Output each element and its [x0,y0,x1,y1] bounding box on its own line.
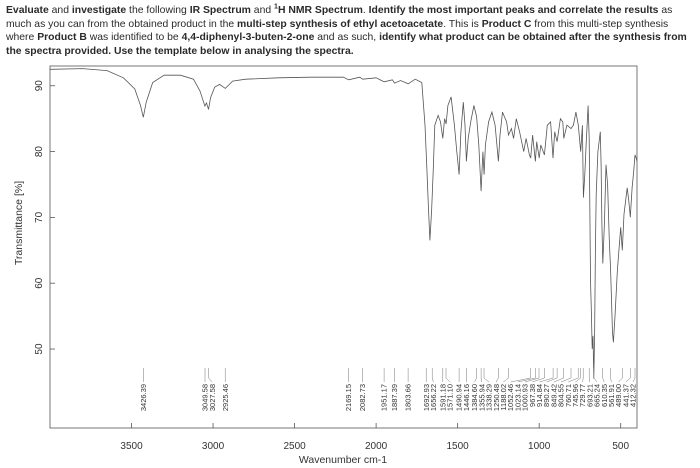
peak-leader-line [209,368,213,382]
x-axis [120,423,629,452]
peak-leader-line [619,368,623,382]
peak-label: 760.71 [563,384,573,407]
peak-label: 1384.60 [470,384,480,412]
peak-label: 665.24 [592,384,602,407]
q-seg2: and [48,5,72,16]
x-tick-label: 2500 [283,441,306,452]
peak-label: 849.42 [549,384,559,407]
peak-label: 3027.58 [207,384,217,412]
q-seg16: Product B [37,32,87,44]
peak-label: 2169.15 [344,384,354,412]
peak-label: 890.27 [542,384,552,407]
peak-label: 412.32 [628,384,638,407]
q-seg11: as much as you can from the obtained product in the [6,5,673,30]
peak-label: 967.38 [527,384,537,407]
peak-label: 1000.93 [520,384,530,412]
peak-leader-line [547,368,558,382]
peak-label: 745.96 [571,384,580,407]
peak-leader-line [532,368,544,382]
peak-label: 2925.46 [220,384,230,412]
peak-leader-line [446,368,450,382]
peak-leader-line [583,368,584,382]
q-seg5: IR Spectrum [189,5,251,16]
q-seg13: . This is [443,18,482,30]
peak-leader-line [561,368,571,382]
peak-leader-line [626,368,631,382]
peak-label: 1250.48 [491,384,501,412]
y-axis-label: Transmittance [%] [13,180,25,266]
peak-label: 1692.93 [421,384,431,412]
x-tick-label: 500 [612,441,630,452]
y-tick-label: 90 [34,80,45,92]
y-tick-label: 60 [34,277,45,289]
peak-leader-line [611,368,612,382]
q-seg6: and [250,5,275,16]
peak-label: 2082.73 [358,384,368,412]
peak-label: 1446.16 [462,384,471,412]
peak-label: 1803.66 [403,384,413,412]
peak-labels [139,368,637,411]
q-seg18: 4,4-diphenyl-3-buten-2-one [181,32,315,44]
peak-label: 3049.58 [200,384,210,412]
q-seg12: multi-step synthesis of ethyl acetoacetate [237,18,444,30]
q-seg4: the following [126,5,190,16]
q-seg19: and as such, [314,32,380,44]
q-seg9: . [362,5,369,16]
peak-leader-line [589,368,590,382]
peak-leader-line [484,368,489,382]
peak-label: 1338.29 [484,384,494,412]
peak-leader-line [432,368,433,382]
y-tick-label: 50 [34,343,45,355]
peak-label: 693.21 [585,384,595,407]
peak-leader-line [554,368,564,382]
peak-label: 489.00 [614,384,624,407]
q-seg8: H NMR Spectrum [277,5,363,16]
x-tick-label: 1500 [446,441,469,452]
peak-label: 1355.94 [477,384,487,412]
y-tick-label: 80 [34,146,45,158]
q-seg3: investigate [71,5,127,16]
q-seg1: Evaluate [6,5,49,16]
q-seg14: Product C [481,18,532,30]
peak-label: 1951.17 [379,384,389,412]
peak-label: 1023.14 [513,384,523,412]
peak-leader-line [539,368,553,382]
peak-leader-line [633,368,635,382]
peak-leader-line [568,368,578,382]
peak-label: 1656.22 [429,384,438,412]
q-seg20: identify what product can be obtained after the synthesis from the spectra provided. Use the template below in analysing the spectra. [6,32,687,57]
peak-label: 914.84 [535,384,544,407]
q-seg7: 1 [274,3,278,11]
peak-label: 610.35 [599,384,609,407]
x-tick-label: 3500 [120,441,143,452]
peak-leader-line [481,368,482,382]
q-seg15: from this multi-step synthesis where [6,18,669,44]
peak-label: 1490.94 [454,384,464,412]
q-seg10: Identify the most important peaks and correlate the results [368,5,659,16]
series-line [50,69,637,379]
peak-label: 1052.46 [506,384,516,412]
x-tick-label: 1000 [528,441,551,452]
peak-label: 561.91 [607,384,616,407]
peak-leader-line [503,368,508,382]
peak-label: 1188.02 [499,384,508,411]
q-seg17: was identified to be [86,32,182,44]
x-tick-label: 2000 [364,441,388,452]
peak-leader-line [603,368,605,382]
y-axis [34,80,55,355]
peak-label: 804.55 [556,384,566,407]
peak-label: 3426.39 [139,384,149,412]
peak-leader-line [496,368,498,382]
peak-label: 1571.10 [445,384,455,412]
x-tick-label: 3000 [201,441,225,452]
y-tick-label: 70 [34,211,45,223]
peak-label: 729.77 [578,384,588,407]
plot-frame [50,66,637,428]
peak-leader-line [475,368,477,382]
peak-label: 1591.18 [438,384,448,412]
peak-label: 1887.39 [390,384,400,412]
x-axis-label: Wavenumber cm-1 [298,454,388,466]
peak-label: 441.37 [621,384,631,407]
